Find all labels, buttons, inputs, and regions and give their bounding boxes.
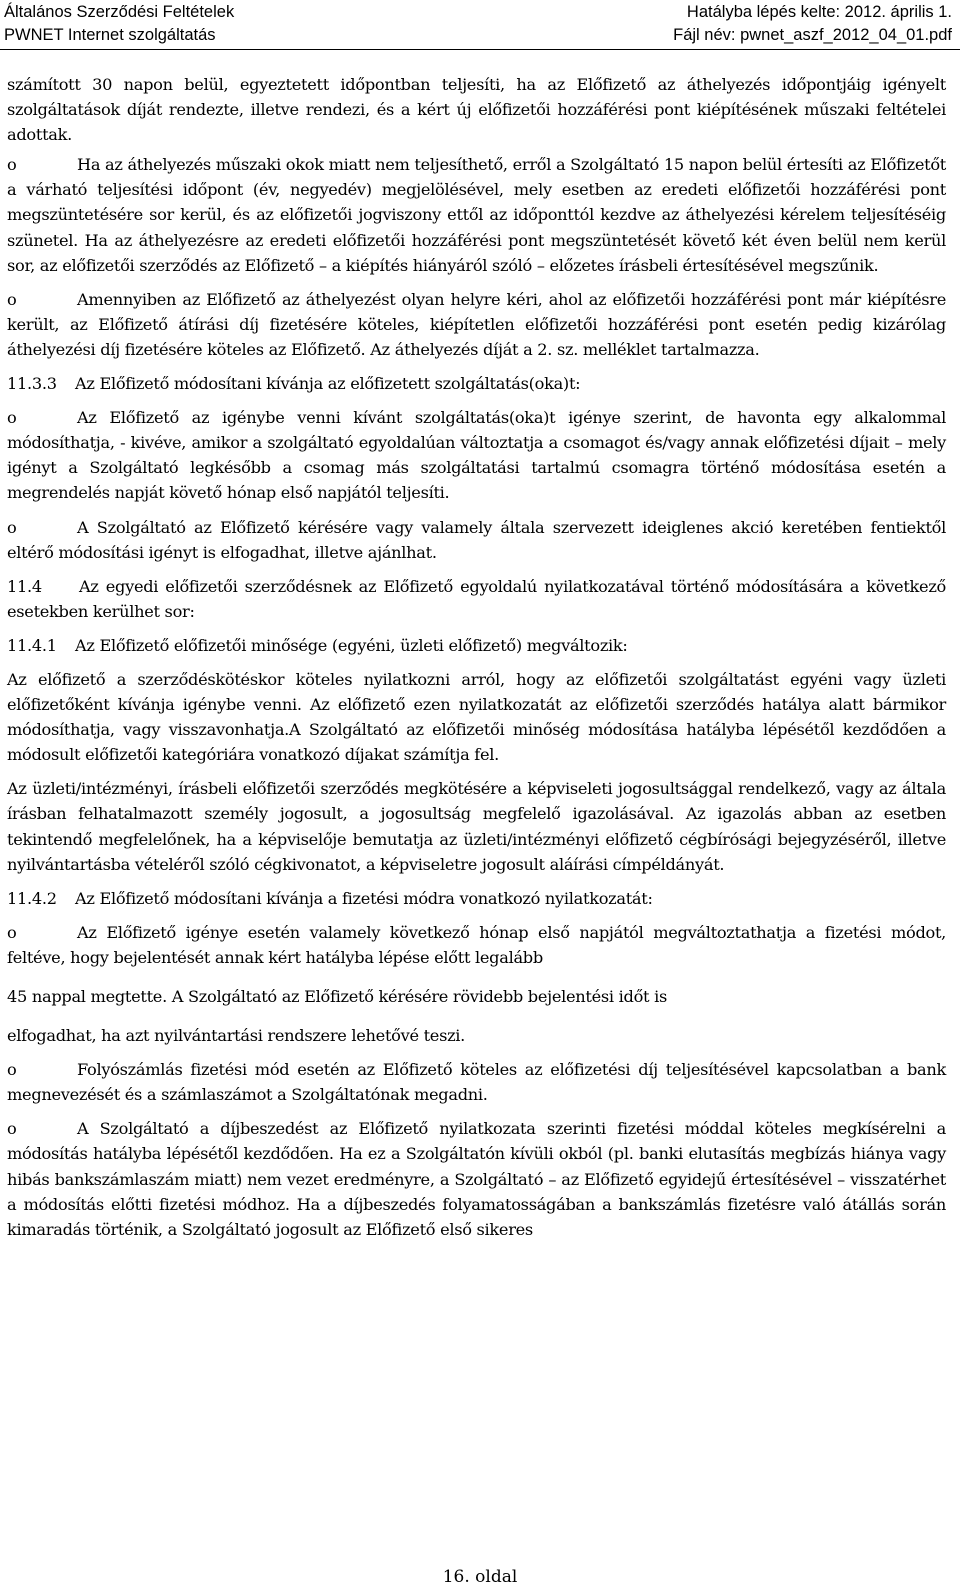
paragraph: Az üzleti/intézményi, írásbeli előfizetői szerződés megkötésére a képviseleti jogosultsággal rendelkező, vagy az általa írásban felhatalmazott személy jogosult, a jogosultság megfelelő igazolásával. Az igazolás abban az esetben tekintendő megfelelőnek, ha a képviselője bemutatja az üzleti/intézményi előfizető cégbírósági bejegyzéséről, illetve nyilvántartásba vételéről szóló cégkivonatot, a képviseletre jogosult aláírási címpéldányát. [7,779,946,874]
section-heading-11-4-2 [7,886,946,911]
bullet-text: A Szolgáltató a díjbeszedést az Előfizető nyilatkozata szerinti fizetési móddal köteles megkísérelni a módosítás hatályba lépésétől kezdődően. Ha ez a Szolgáltatón kívüli okból (pl. banki elutasítás megbízás hiánya vagy hibás bankszámlaszám miatt) nem vezet eredményre, a Szolgáltató – az Előfizető egyidejű értesítésével – visszatérhet a módosítás előtti fizetési módhoz. Ha a díjbeszedés folyamatosságában a bankszámlás fizetésre való átállás során kimaradás történik, a Szolgáltató jogosult az Előfizető első sikeres [7,1119,946,1239]
document-title: Általános Szerződési Feltételek [4,3,235,21]
bullet-item [7,515,946,565]
file-name: Fájl név: pwnet_aszf_2012_04_01.pdf [673,26,952,44]
paragraph: Az előfizető a szerződéskötéskor köteles nyilatkozni arról, hogy az előfizetői szolgáltatást egyéni vagy üzleti előfizetőként kívánja igénybe venni. Az előfizető ezen nyilatkozatát az előfizetői szerződés hatálya alatt bármikor módosíthatja, vagy visszavonhatja.A Szolgáltató az előfizetői minőség módosítása hatályba lépésétől kezdődően a módosult előfizetői kategóriára vonatkozó díjakat számítja fel. [7,669,946,765]
page-footer [0,1567,960,1587]
service-name: PWNET Internet szolgáltatás [4,26,216,44]
bullet-item [7,405,946,505]
section-heading-11-3-3 [7,371,946,396]
bullet-marker: o [7,517,17,537]
section-heading-11-4 [7,574,946,624]
bullet-item [7,920,946,970]
section-title: Az egyedi előfizetői szerződésnek az Előfizető egyoldalú nyilatkozatával történő módosítására a következő esetekben kerülhet sor: [7,576,946,621]
bullet-text: Az Előfizető az igénybe venni kívánt szolgáltatás(oka)t igénye szerint, de havonta egy alkalommal módosíthatja, - kivéve, amikor a szolgáltató egyoldalúan változtatja a csomagot és/vagy annak előfizetési díjait – mely igényt a Szolgáltató legkésőbb a csomag más szolgáltatási tartalmú csomagra történő módosítása esetén a megrendelés napját követő hónap első napjától teljesíti. [7,408,946,503]
bullet-item [7,152,946,277]
bullet-text: A Szolgáltató az Előfizető kérésére vagy valamely általa szervezett ideiglenes akció keretében fentiektől eltérő módosítási igényt is elfogadhat, illetve ajánlhat. [7,517,946,562]
bullet-continuation: elfogadhat, ha azt nyilvántartási rendszere lehetővé teszi. [7,1026,466,1046]
header-left [4,1,234,47]
section-title: Az Előfizető módosítani kívánja az előfizetett szolgáltatás(oka)t: [75,374,581,394]
section-title: Az Előfizető előfizetői minősége (egyéni, üzleti előfizető) megváltozik: [75,635,628,655]
bullet-marker: o [7,1119,17,1139]
page-number: 16. oldal [442,1567,518,1587]
bullet-marker: o [7,922,17,942]
bullet-text: Az Előfizető igénye esetén valamely következő hónap első napjától megváltoztathatja a fizetési módot, feltéve, hogy bejelentését annak kért hatályba lépése előtt legalább [7,922,946,967]
bullet-text: Amennyiben az Előfizető az áthelyezést olyan helyre kéri, ahol az előfizetői hozzáférési pont már kiépítésre került, az Előfizető átírási díj fizetésére köteles, kiépítetlen előfizetői hozzáférési pont esetén pedig kizárólag áthelyezési díj fizetésére köteles az Előfizető. Az áthelyezés díját a 2. sz. melléklet tartalmazza. [7,289,946,359]
bullet-continuation: 45 nappal megtette. A Szolgáltató az Előfizető kérésére rövidebb bejelentési időt is [7,987,667,1006]
section-title: Az Előfizető módosítani kívánja a fizetési módra vonatkozó nyilatkozatát: [75,888,653,908]
page-header [0,0,960,50]
document-body [7,72,946,1242]
bullet-marker: o [7,408,17,428]
bullet-text: Folyószámlás fizetési mód esetén az Előfizető köteles az előfizetési díj teljesítésével kapcsolatban a bank megnevezését és a számlaszámot a Szolgáltatónak megadni. [7,1060,946,1105]
bullet-marker: o [7,155,17,175]
bullet-marker: o [7,289,17,309]
section-number: 11.4.2 [7,888,57,908]
paragraph: számított 30 napon belül, egyeztetett időpontban teljesíti, ha az Előfizető az áthelyezés időpontjáig igényelt szolgáltatások díját rendezte, illetve rendezi, és a kért új előfizetői hozzáférési pont kiépítésének műszaki feltételei adottak. [7,75,946,145]
bullet-item [7,1116,946,1241]
header-divider [0,49,960,50]
section-number: 11.4 [7,576,42,596]
header-right [673,1,952,47]
bullet-marker: o [7,1060,17,1080]
section-number: 11.4.1 [7,635,57,655]
effective-date: Hatályba lépés kelte: 2012. április 1. [686,3,952,21]
section-number: 11.3.3 [7,374,57,394]
section-heading-11-4-1 [7,633,946,658]
bullet-text: Ha az áthelyezés műszaki okok miatt nem teljesíthető, erről a Szolgáltató 15 napon belül értesíti az Előfizetőt a várható teljesítési időpont (év, negyedév) megjelölésével, mely esetben az eredeti előfizetői hozzáférési pont megszüntetésére sor kerül, és az előfizetői jogviszony ettől az időponttól kezdve az áthelyezési kérelem teljesítéséig szünetel. Ha az áthelyezésre az eredeti előfizetői hozzáférési pont megszüntetését követő két éven belül nem kerül sor, az előfizetői szerződés az Előfizető – a kiépítés hiányáról szóló – előzetes írásbeli értesítésével megszűnik. [7,155,946,275]
bullet-item [7,287,946,362]
bullet-item [7,1057,946,1107]
